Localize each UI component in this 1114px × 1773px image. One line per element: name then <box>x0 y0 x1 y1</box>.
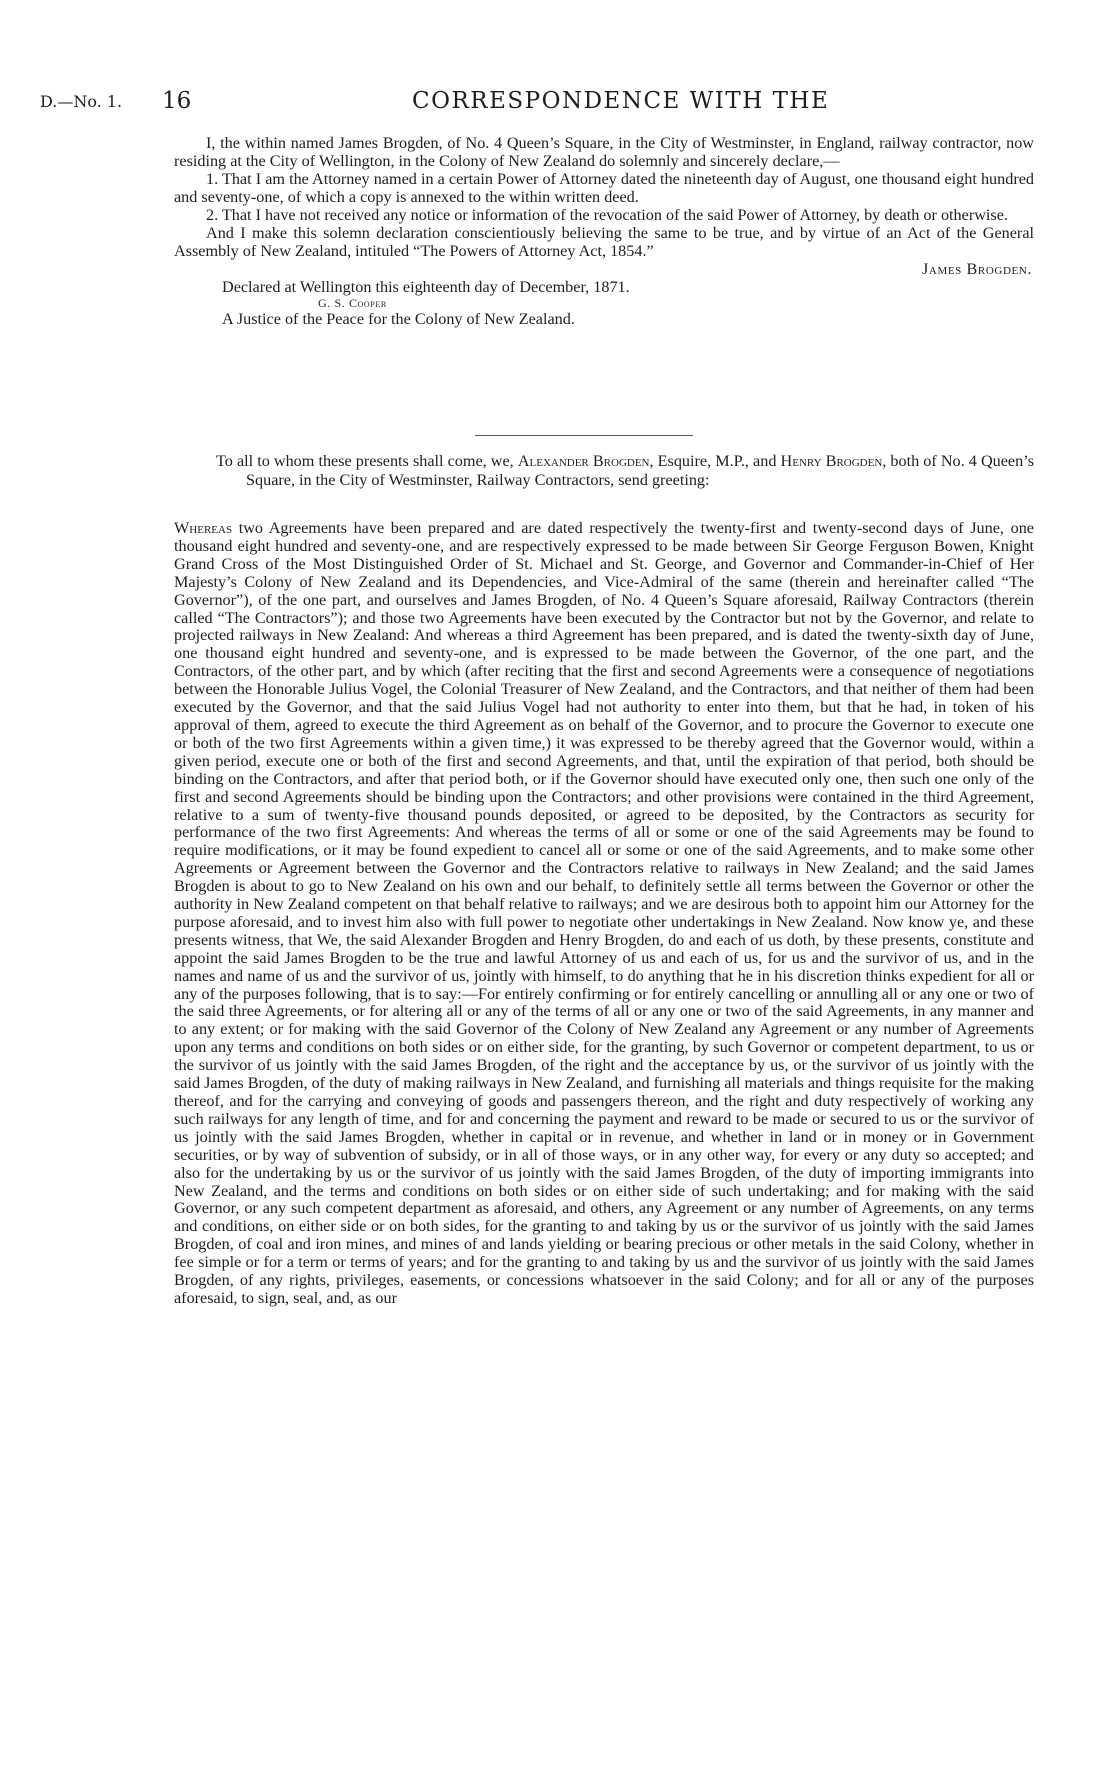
deed-opening-paragraph <box>216 452 1034 490</box>
declarant-signature: James Brogden. <box>922 260 1032 278</box>
grantor-name-2: Henry Brogden <box>780 452 883 470</box>
deed-body <box>174 520 1034 1308</box>
declaration-item-2: 2. That I have not received any notice or information of the revocation of the said Power of Attorney, by death or otherwise. <box>206 206 1008 224</box>
declared-at: Declared at Wellington this eighteenth day of December, 1871. <box>222 278 630 296</box>
deed-opening-text-2: , Esquire, M.P., and <box>649 452 777 470</box>
declaration-closing: And I make this solemn declaration conscientiously believing the same to be true, and by virtue of an Act of the General Assembly of New Zealand, intituled “The Powers of Attorney Act, 1854.” <box>174 224 1034 260</box>
parliamentary-paper-ref: D.—No. 1. <box>40 92 123 111</box>
page-header <box>0 88 1114 118</box>
grantor-name-1: Alexander Brogden <box>517 452 650 470</box>
section-divider <box>475 435 693 436</box>
deed-body-text: two Agreements have been prepared and are dated respectively the twenty-first and twenty-second days of June, one thousand eight hundred and seventy-one, and are respectively expressed to be made between Sir George Ferguson Bowen, Knight Grand Cross of the Most Distinguished Order of St. Michael and St. George, and Governor and Commander-in-Chief of Her Majesty’s Colony of New Zealand and its Dependencies, and Vice-Admiral of the same (therein and hereinafter called “The Governor”), of the one part, and ourselves and James Brogden, of No. 4 Queen’s Square aforesaid, Railway Contractors (therein called “The Contractors”); and those two Agreements have been executed by the Contractor but not by the Governor, and relate to projected railways in New Zealand: And whereas a third Agreement has been prepared, and is dated the twenty-sixth day of June, one thousand eight hundred and seventy-one, and is expressed to be made between the Governor, of the one part, and the Contractors, of the other part, and by which (after reciting that the first and second Agreements were a consequence of negotiations between the Honorable Julius Vogel, the Colonial Treasurer of New Zealand, and the Contractors, and that neither of them had been executed by the Governor, and that the said Julius Vogel had not authority to enter into them, but that he had, in token of his approval of them, agreed to execute the third Agreement as on behalf of the Governor, and to procure the Governor to execute one or both of the two first Agreements within a given time,) it was expressed to be thereby agreed that the Governor would, within a given period, execute one or both of the first and second Agreements, and that, until the expiration of that period, both should be binding on the Contractors, and after that period both, or if the Governor should have executed only one, then such one only of the first and second Agreements should be binding upon the Contractors; and other provisions were contained in the third Agreement, relative to a sum of twenty-five thousand pounds deposited, or agreed to be deposited, by the Contractors as security for performance of the two first Agreements: And whereas the terms of all or some or one of the said Agreements may be found to require modifications, or it may be found expedient to cancel all or some or one of the said Agreements, and to make some other Agreements or Agreement between the Governor and the Contractors relative to railways in New Zealand; and the said James Brogden is about to go to New Zealand on his own and our behalf, to definitely settle all terms between the Governor or other the authority in New Zealand competent on that behalf relative to railways; and we are desirous both to appoint him our Attorney for the purpose aforesaid, and to invest him also with full power to negotiate other undertakings in New Zealand. Now know ye, and these presents witness, that We, the said Alexander Brogden and Henry Brogden, do and each of us doth, by these presents, constitute and appoint the said James Brogden to be the true and lawful Attorney of us and each of us, for us and the survivor of us, and in the names and name of us and the survivor of us, jointly with himself, to do anything that he in his discretion thinks expedient for all or any of the purposes following, that is to say:—For entirely confirming or for entirely cancelling or annulling all or any one or two of the said three Agreements, or for altering all or any of the terms of all or any one or two of the said Agreements, in any manner and to any extent; or for making with the said Governor of the Colony of New Zealand any Agreement or any number of Agreements upon any terms and conditions on both sides or on either side, for the granting, by such Governor or competent department, to us or the survivor of us jointly with the said James Brogden, of the right and the acceptance by us, or the survivor of us jointly with the said James Brogden, of the duty of making railways in New Zealand, and furnishing all materials and things requisite for the making thereof, and for the carrying and conveying of goods and passengers thereon, and the right and duty respectively of working any such railways for any length of time, and for and concerning the payment and reward to be made or secured to us or the survivor of us jointly with the said James Brogden, whether in capital or in revenue, and whether in land or in money or in Government securities, or by way of subvention of subsidy, or in all of those ways, or in any other way, for every or any duty so accepted; and also for the undertaking by us or the survivor of us jointly with the said James Brogden, of the duty of importing immigrants into New Zealand, and the terms and conditions on both sides or on either side of such undertaking; and for making with the said Governor, or any such competent department as aforesaid, and others, any Agreement or any number of Agreements, on any terms and conditions, on either side or on both sides, for the granting to and taking by us or the survivor of us jointly with the said James Brogden, of coal and iron mines, and mines of and lands yielding or bearing precious or other metals in the said Colony, whether in fee simple or for a term or terms of years; and for the granting to and taking by us and the survivor of us jointly with the said James Brogden, of any rights, privileges, easements, or concessions whatsoever in the said Colony; and for all or any of the purposes aforesaid, to sign, seal, and, as our <box>174 519 1034 1307</box>
justice-signature: G. S. Cooper <box>318 296 387 310</box>
deed-body-paragraph <box>174 520 1034 1308</box>
whereas-word: Whereas <box>174 519 233 537</box>
declaration-item-1: 1. That I am the Attorney named in a certain Power of Attorney dated the nineteenth day of August, one thousand eight hundred and seventy-one, of which a copy is annexed to the within written deed. <box>174 170 1034 206</box>
running-title: CORRESPONDENCE WITH THE <box>412 88 830 114</box>
declaration-intro: I, the within named James Brogden, of No. 4 Queen’s Square, in the City of Westminster, in England, railway contractor, now residing at the City of Wellington, in the Colony of New Zealand do solemnly and sincerely declare,— <box>174 134 1034 170</box>
deed-opening <box>216 452 1034 490</box>
deed-opening-text-1: To all to whom these presents shall come, we, <box>216 452 514 470</box>
justice-title: A Justice of the Peace for the Colony of New Zealand. <box>222 310 575 328</box>
deed-opening-text-3: , both of No. 4 Queen’s Square, in the City of Westminster, Railway Contractors, send greeting: <box>246 452 1035 489</box>
page-number: 16 <box>162 88 192 114</box>
statutory-declaration <box>174 134 1034 328</box>
